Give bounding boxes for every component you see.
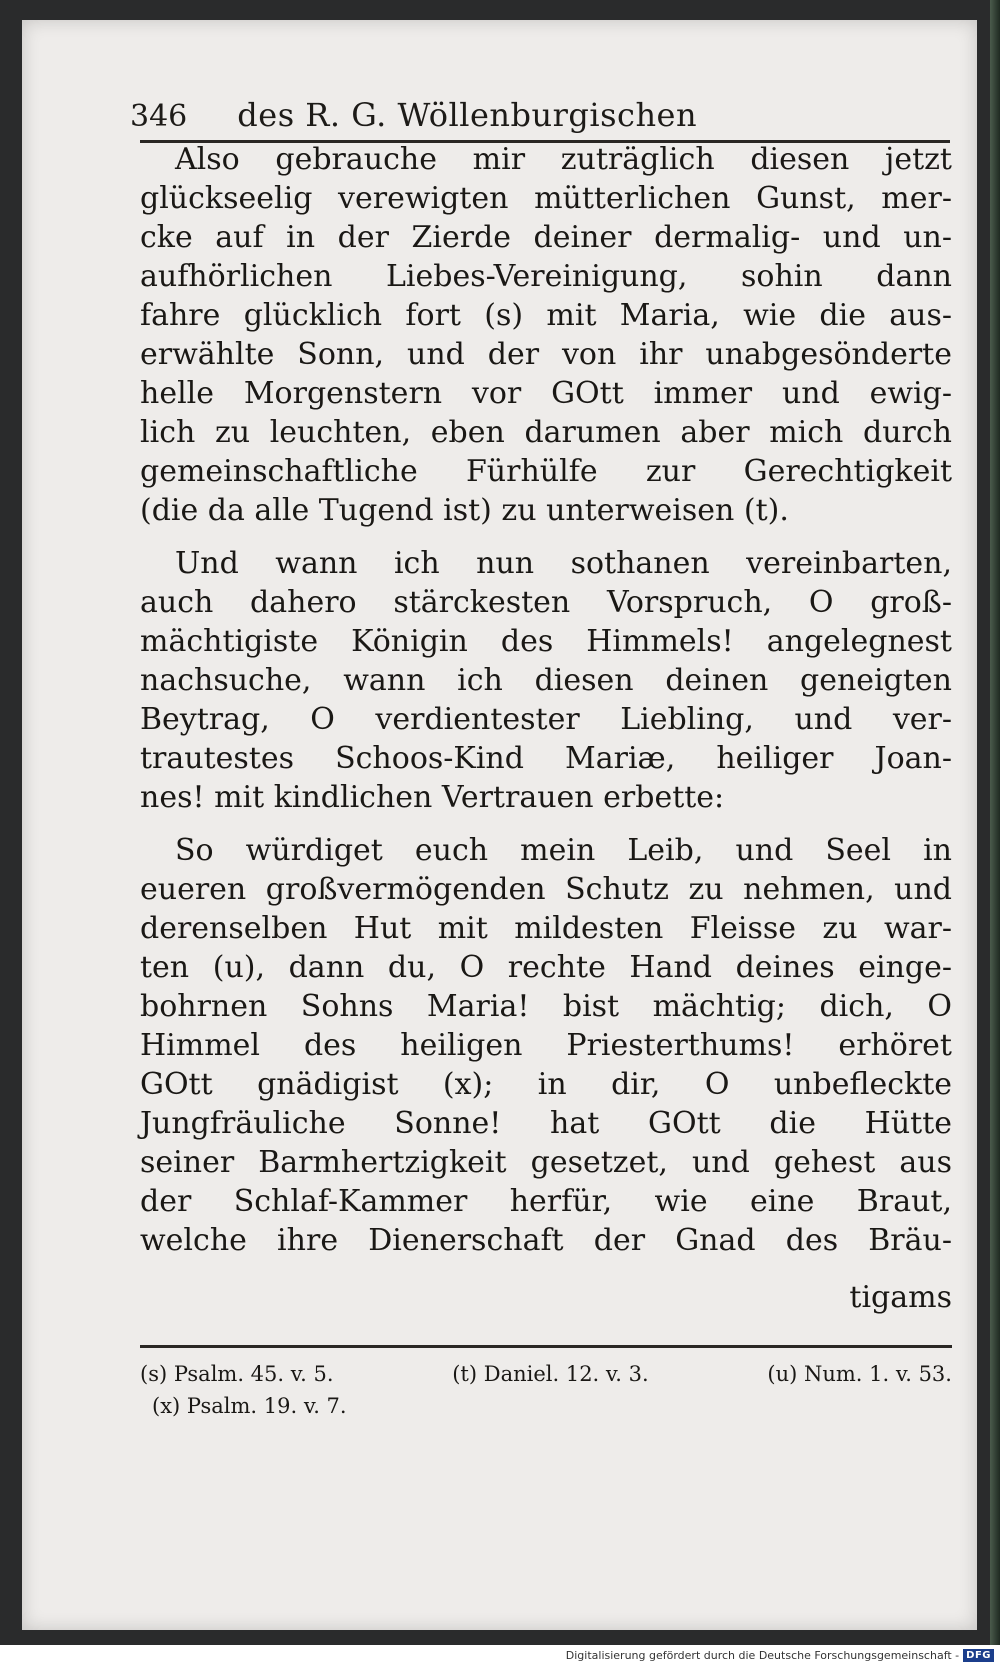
running-head: des R. G. Wöllenburgischen	[237, 96, 698, 134]
dfg-logo: DFG	[963, 1649, 994, 1662]
footnote-row	[140, 1358, 952, 1390]
text-line: GOtt gnädigist (x); in dir, O unbefleckte	[140, 1067, 952, 1102]
catchword: tigams	[849, 1280, 952, 1315]
text-line: bohrnen Sohns Maria! bist mächtig; dich, O	[140, 989, 952, 1024]
text-line: nachsuche, wann ich diesen deinen geneigten	[140, 663, 952, 698]
text-line: welche ihre Dienerschaft der Gnad des Bräu-	[140, 1223, 952, 1258]
text-line: lich zu leuchten, eben darumen aber mich durch	[140, 415, 952, 450]
text-line: mächtigiste Königin des Himmels! angelegnest	[140, 624, 952, 659]
digitization-credit	[0, 1645, 1000, 1665]
footnote-t: (t) Daniel. 12. v. 3.	[452, 1362, 649, 1386]
footnotes	[140, 1358, 952, 1422]
footnote-rule	[140, 1345, 952, 1348]
text-line: glückseelig verewigten mütterlichen Gunst, mer-	[140, 181, 952, 216]
text-line: aufhörlichen Liebes-Vereinigung, sohin dann	[140, 259, 952, 294]
text-line: nes! mit kindlichen Vertrauen erbette:	[140, 780, 725, 815]
text-line: cke auf in der Zierde deiner dermalig- und un-	[140, 220, 952, 255]
paragraph-1	[140, 140, 952, 530]
page-header	[130, 84, 950, 134]
text-line: Und wann ich nun sothanen vereinbarten,	[175, 546, 952, 581]
text-line: Himmel des heiligen Priesterthums! erhöret	[140, 1028, 952, 1063]
main-text	[140, 140, 952, 1260]
text-line: seiner Barmhertzigkeit gesetzet, und gehest aus	[140, 1145, 952, 1180]
paragraph-2	[140, 544, 952, 817]
text-line: der Schlaf-Kammer herfür, wie eine Braut,	[140, 1184, 952, 1219]
text-line: auch dahero stärckesten Vorspruch, O groß-	[140, 585, 952, 620]
text-line: erwählte Sonn, und der von ihr unabgesönderte	[140, 337, 952, 372]
text-line: trautestes Schoos-Kind Mariæ, heiliger Joan-	[140, 741, 952, 776]
text-line: Beytrag, O verdientester Liebling, und ver-	[140, 702, 952, 737]
credit-text: Digitalisierung gefördert durch die Deutsche Forschungsgemeinschaft -	[565, 1648, 960, 1662]
footnote-row	[140, 1390, 952, 1422]
footnote-s: (s) Psalm. 45. v. 5.	[140, 1362, 334, 1386]
text-line: ten (u), dann du, O rechte Hand deines einge-	[140, 950, 952, 985]
text-line: fahre glücklich fort (s) mit Maria, wie die aus-	[140, 298, 952, 333]
text-line: derenselben Hut mit mildesten Fleisse zu war-	[140, 911, 952, 946]
text-line: So würdiget euch mein Leib, und Seel in	[175, 833, 952, 868]
text-line: Jungfräuliche Sonne! hat GOtt die Hütte	[140, 1106, 952, 1141]
text-line: helle Morgenstern vor GOtt immer und ewig-	[140, 376, 952, 411]
footnote-x: (x) Psalm. 19. v. 7.	[152, 1394, 347, 1418]
page-number: 346	[130, 99, 188, 134]
catchword-row	[140, 1280, 952, 1322]
text-line: gemeinschaftliche Fürhülfe zur Gerechtigkeit	[140, 454, 952, 489]
text-line: eueren großvermögenden Schutz zu nehmen, und	[140, 872, 952, 907]
text-line: (die da alle Tugend ist) zu unterweisen (t).	[140, 493, 789, 528]
paragraph-3	[140, 831, 952, 1260]
book-edge	[990, 0, 1000, 1645]
text-line: Also gebrauche mir zuträglich diesen jetzt	[175, 142, 952, 177]
footnote-u: (u) Num. 1. v. 53.	[767, 1362, 952, 1386]
